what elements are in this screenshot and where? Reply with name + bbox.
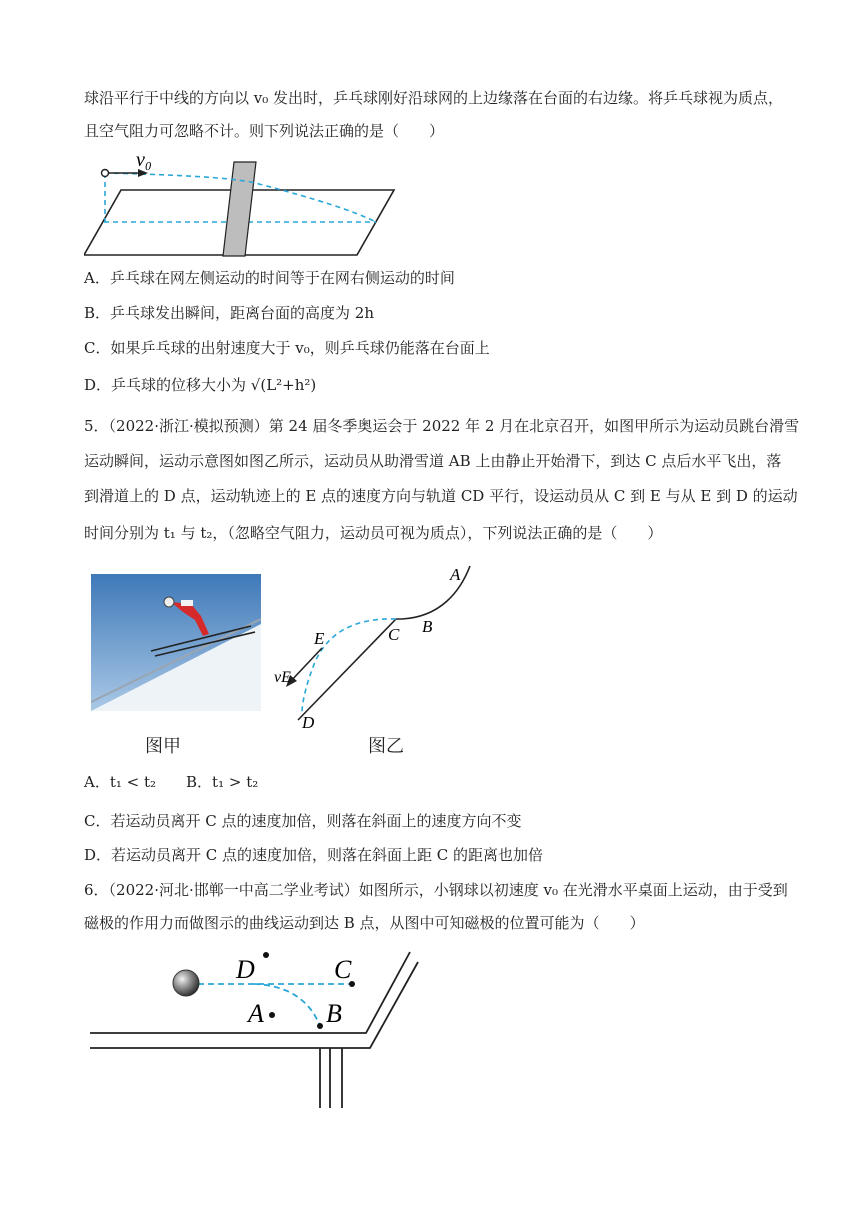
label-c: C	[388, 625, 400, 644]
label-a: A	[450, 565, 461, 584]
q6-text-line-2: 磁极的作用力而做图示的曲线运动到达 B 点，从图中可知磁极的位置可能为（ ）	[84, 914, 645, 932]
q5-option-d: D．若运动员离开 C 点的速度加倍，则落在斜面上距 C 的距离也加倍	[84, 846, 544, 864]
q4-text-line-1: 球沿平行于中线的方向以 v₀ 发出时，乒乓球刚好沿球网的上边缘落在台面的右边缘。将乒乓球视为质点，	[84, 89, 784, 107]
point-b	[317, 1023, 323, 1029]
curved-path	[254, 984, 320, 1026]
q5-text-line-2: 运动瞬间，运动示意图如图乙所示，运动员从助滑雪道 AB 上由静止开始滑下，到达 C 点后水平飞出，落	[84, 452, 782, 470]
net	[223, 162, 256, 256]
v0-label: v₀	[136, 149, 152, 171]
caption-figure-b: 图乙	[368, 736, 404, 757]
ski-jump-photo	[91, 574, 261, 711]
q5-text-line-1: 5．（2022·浙江·模拟预测）第 24 届冬季奥运会于 2022 年 2 月在北京召开，如图甲所示为运动员跳台滑雪	[84, 417, 800, 435]
ve-arrow	[290, 648, 322, 682]
q4-option-a: A．乒乓球在网左侧运动的时间等于在网右侧运动的时间	[84, 269, 455, 287]
landing-slope	[298, 619, 396, 720]
point-d	[263, 952, 269, 958]
q5-option-c: C．若运动员离开 C 点的速度加倍，则落在斜面上的速度方向不变	[84, 812, 522, 830]
label-b: B	[326, 999, 342, 1028]
q6-text-line-1: 6．（2022·河北·邯郸一中高二学业考试）如图所示，小钢球以初速度 v₀ 在光滑水平桌面上运动，由于受到	[84, 881, 788, 899]
steel-ball	[173, 970, 199, 996]
ping-pong-table-figure	[84, 146, 404, 258]
label-b: B	[422, 617, 433, 636]
label-d: D	[302, 713, 315, 732]
label-d: D	[236, 955, 255, 984]
q5-option-ab: A．t₁ < t₂ B．t₁ > t₂	[84, 773, 259, 791]
caption-figure-a: 图甲	[145, 736, 181, 757]
label-c: C	[334, 955, 352, 984]
q5-text-line-3: 到滑道上的 D 点，运动轨迹上的 E 点的速度方向与轨道 CD 平行，设运动员从 C 到 E 与从 E 到 D 的运动	[84, 487, 798, 505]
q4-option-d: D．乒乓球的位移大小为 √(L²+h²)	[84, 376, 317, 394]
q5-text-line-4: 时间分别为 t₁ 与 t₂，（忽略空气阻力，运动员可视为质点），下列说法正确的是（ ）	[84, 524, 663, 542]
q4-option-c: C．如果乒乓球的出射速度大于 v₀，则乒乓球仍能落在台面上	[84, 339, 490, 357]
label-a: A	[248, 999, 264, 1028]
q4-text-line-2: 且空气阻力可忽略不计。则下列说法正确的是（ ）	[84, 122, 445, 140]
label-e: E	[314, 629, 325, 648]
label-ve: vE	[274, 669, 291, 686]
magnet-table-figure	[84, 940, 424, 1110]
point-a	[269, 1012, 275, 1018]
q4-option-b: B．乒乓球发出瞬间，距离台面的高度为 2h	[84, 304, 374, 322]
ping-pong-ball	[102, 170, 109, 177]
ski-trajectory-diagram	[270, 562, 490, 734]
